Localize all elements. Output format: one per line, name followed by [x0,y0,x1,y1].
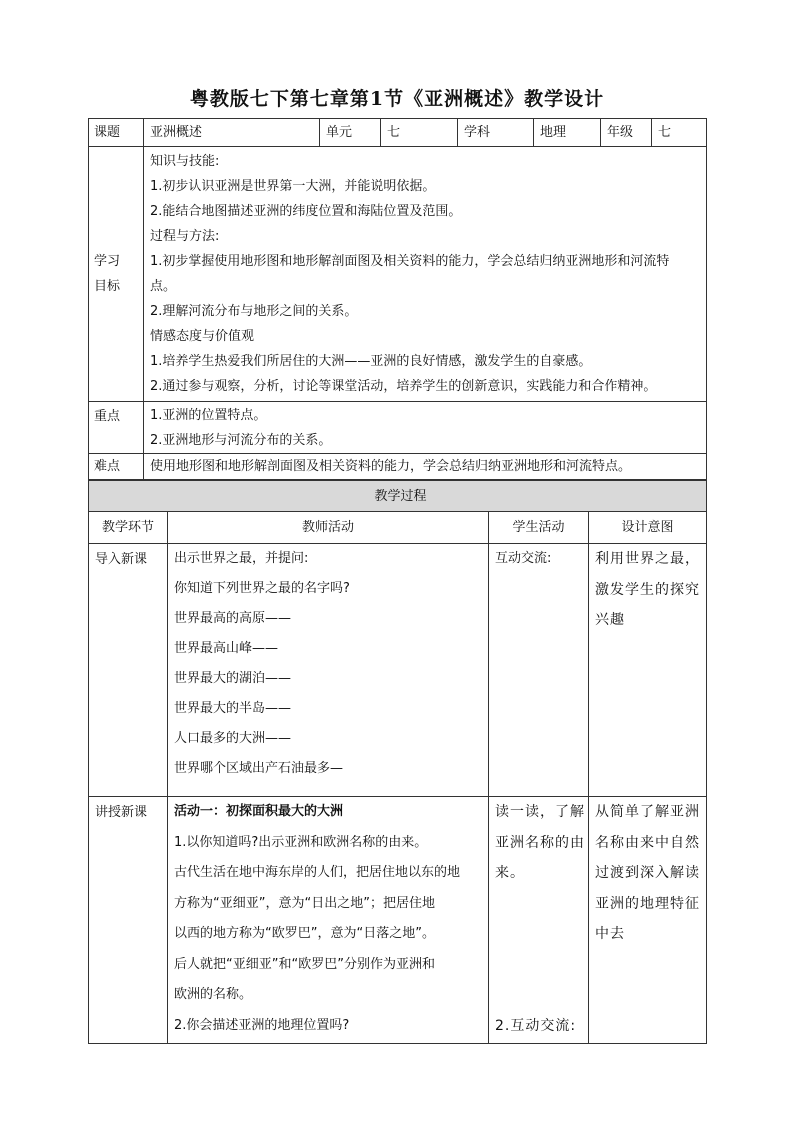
teacher-line: 2.你会描述亚洲的地理位置吗? [174,1017,350,1033]
teacher-line: 出示世界之最，并提问: [174,551,309,566]
teacher-activity-new-lesson [168,797,489,1044]
objective-line: 2.能结合地图描述亚洲的纬度位置和海陆位置及范围。 [150,204,462,219]
column-header-teacher: 教师活动 [168,512,489,544]
teacher-line: 欧洲的名称。 [174,987,253,1002]
intent-line: 兴趣 [595,612,625,628]
teacher-line: 世界最大的半岛—— [174,701,292,716]
teaching-process-table [88,480,707,1044]
teacher-line: 后人就把“亚细亚”和“欧罗巴”分别作为亚洲和 [174,956,435,972]
objective-line: 1.初步认识亚洲是世界第一大洲，并能说明依据。 [150,179,436,194]
objectives-row [89,147,707,402]
column-header-intent: 设计意图 [589,512,707,544]
lesson-info-table [88,118,707,480]
student-activity-new-lesson [489,797,589,1044]
teacher-line: 世界哪个区域出产石油最多— [174,761,344,776]
student-activity-intro [489,544,589,797]
teacher-line: 1.以你知道吗?出示亚洲和欧洲名称的由来。 [174,834,428,850]
difficulty-label: 难点 [89,454,144,480]
process-section-header-row [89,481,707,512]
key-points-label: 重点 [89,402,144,454]
process-row-intro [89,544,707,797]
student-line: 2.互动交流: [495,1017,577,1034]
design-intent-new-lesson [589,797,707,1044]
objectives-content [144,147,707,402]
student-line [495,980,588,1011]
teacher-line: 世界最大的湖泊—— [174,671,292,686]
objective-line: 1.初步掌握使用地形图和地形解剖面图及相关资料的能力，学会总结归纳亚洲地形和河流特 [150,254,670,269]
stage-intro: 导入新课 [89,544,168,797]
objective-line: 2.通过参与观察，分析，讨论等课堂活动，培养学生的创新意识，实践能力和合作精神。 [150,379,657,394]
intent-line: 从简单了解亚洲 [595,804,700,820]
objective-line: 1.培养学生热爱我们所居住的大洲——亚洲的良好情感，激发学生的自豪感。 [150,354,592,369]
key-point-line: 2.亚洲地形与河流分布的关系。 [150,433,332,448]
objective-line: 知识与技能: [150,154,220,169]
difficulty-content: 使用地形图和地形解剖面图及相关资料的能力，学会总结归纳亚洲地形和河流特点。 [144,454,707,480]
teacher-line: 古代生活在地中海东岸的人们，把居住地以东的地 [174,865,461,880]
key-point-line: 1.亚洲的位置特点。 [150,408,267,423]
subject-label: 学科 [458,119,534,147]
intent-line: 利用世界之最， [595,551,700,567]
topic-row [89,119,707,147]
teacher-activity-intro [168,544,489,797]
page-title: 粤教版七下第七章第1节《亚洲概述》教学设计 [189,88,605,110]
difficulty-row [89,454,707,480]
intent-line: 名称由来中自然 [595,834,700,851]
teacher-line: 世界最高山峰—— [174,641,279,656]
stage-new-lesson: 讲授新课 [89,797,168,1044]
objective-line: 2.理解河流分布与地形之间的关系。 [150,304,358,319]
process-section-title: 教学过程 [89,481,707,512]
student-line [495,919,588,950]
student-line [495,889,588,920]
column-header-student: 学生活动 [489,512,589,544]
teacher-line: 人口最多的大洲—— [174,731,292,746]
unit-value: 七 [381,119,458,147]
subject-value: 地理 [534,119,601,147]
grade-value: 七 [652,119,707,147]
key-points-row [89,402,707,454]
column-header-stage: 教学环节 [89,512,168,544]
objective-line: 点。 [150,279,177,294]
objective-line: 过程与方法: [150,229,220,244]
process-row-new-lesson [89,797,707,1044]
process-column-header-row [89,512,707,544]
teacher-line: 世界最高的高原—— [174,611,292,626]
design-intent-intro [589,544,707,797]
intent-line: 中去 [595,926,625,942]
grade-label: 年级 [601,119,652,147]
objective-line: 情感态度与价值观 [150,329,255,344]
student-line: 来。 [495,865,525,881]
topic-value: 亚洲概述 [144,119,320,147]
topic-label: 课题 [89,119,144,147]
teacher-line: 方称为“亚细亚”，意为“日出之地”；把居住地 [174,895,435,911]
teacher-line: 以西的地方称为“欧罗巴”，意为“日落之地”。 [174,926,435,941]
student-line: 读一读，了解 [495,804,585,820]
student-line [495,950,588,981]
unit-label: 单元 [320,119,381,147]
teacher-line: 你知道下列世界之最的名字吗? [174,581,350,596]
objectives-label-line: 目标 [94,279,121,294]
objectives-label [89,147,144,402]
student-line: 亚洲名称的由 [495,834,585,851]
objectives-label-line: 学习 [94,254,121,269]
intent-line: 亚洲的地理特征 [595,895,700,912]
intent-line: 过渡到深入解读 [595,865,700,881]
intent-line: 激发学生的探究 [595,581,700,598]
student-line: 互动交流: [495,551,552,566]
activity-heading: 活动一：初探面积最大的大洲 [174,804,344,819]
key-points-content [144,402,707,454]
